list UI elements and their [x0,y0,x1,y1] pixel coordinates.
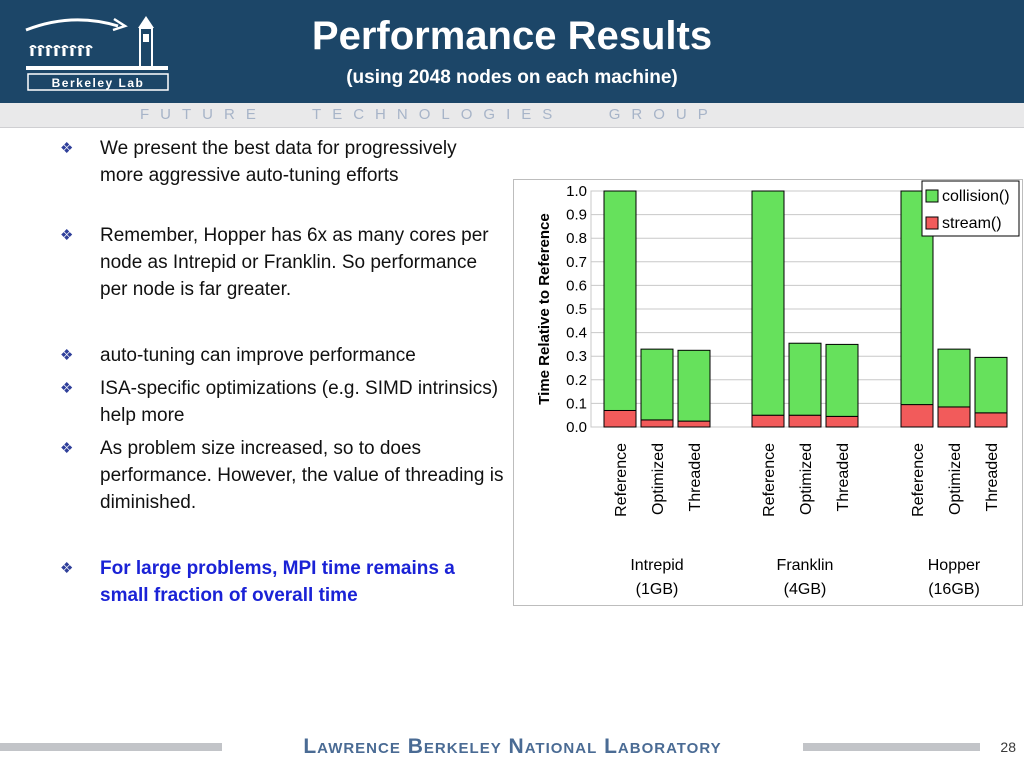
y-tick-label: 0.0 [566,419,587,436]
bar-stream [604,410,636,427]
y-axis-title: Time Relative to Reference [536,213,553,405]
y-tick-label: 0.2 [566,371,587,389]
legend-label: stream() [942,215,1002,232]
y-tick-label: 0.7 [566,253,587,271]
y-tick-label: 0.5 [566,301,587,318]
legend-swatch [926,217,938,229]
diamond-bullet-icon: ❖ [60,140,74,157]
bullet-text: ISA-specific optimizations (e.g. SIMD intrinsics) help more [100,378,499,426]
chart-canvas [514,180,1022,605]
bullet-text: We present the best data for progressively more aggressive auto-tuning efforts [100,138,457,186]
x-tick-label: Optimized [798,443,815,516]
y-tick-label: 0.9 [566,206,587,224]
diamond-bullet-icon: ❖ [60,560,74,577]
stacked-bar-chart [513,179,1023,606]
x-tick-label: Threaded [687,443,704,512]
footer-lab-name: Lawrence Berkeley National Laboratory [303,735,722,758]
bar-collision [975,357,1007,412]
diamond-bullet-icon: ❖ [60,440,74,457]
bullet-text: auto-tuning can improve performance [100,345,416,366]
bar-stream [789,415,821,427]
x-tick-label: Threaded [835,443,852,512]
x-tick-label: Reference [613,443,630,517]
legend-swatch [926,190,938,202]
bullet-item [60,342,505,369]
diamond-bullet-icon: ❖ [60,227,74,244]
footer-rule-left [0,743,222,751]
bar-stream [752,415,784,427]
diamond-bullet-icon: ❖ [60,347,74,364]
group-label: Hopper [927,557,981,574]
bar-collision [752,191,784,415]
y-tick-label: 0.3 [566,348,587,366]
y-tick-label: 0.8 [566,230,587,248]
x-tick-label: Optimized [947,443,964,516]
bullet-item [60,555,505,609]
group-label-sub: (16GB) [928,581,980,598]
group-banner-text: FUTURE TECHNOLOGIES GROUP [140,106,719,123]
bar-collision [826,344,858,416]
slide-title: Performance Results [311,14,713,58]
bullet-item [60,375,505,429]
x-tick-label: Optimized [650,443,667,516]
logo-text: Berkeley Lab [51,76,145,90]
bullet-item [60,135,505,189]
group-label-sub: (4GB) [783,581,827,598]
bar-stream [938,407,970,427]
x-tick-label: Reference [910,443,927,517]
bullet-item [60,435,505,516]
y-tick-label: 0.1 [566,395,587,413]
y-tick-label: 1.0 [566,183,587,200]
bar-stream [901,405,933,427]
bullet-text: Remember, Hopper has 6x as many cores per node as Intrepid or Franklin. So performance per node is far greater. [100,225,489,300]
bar-collision [938,349,970,407]
x-tick-label: Reference [761,443,778,517]
legend-label: collision() [942,188,1010,205]
slide-header [0,0,1024,103]
bar-stream [826,416,858,427]
bar-collision [678,350,710,421]
bullet-text: As problem size increased, so to does performance. However, the value of threading is diminished. [100,438,504,513]
group-label: Franklin [776,557,834,574]
y-tick-label: 0.6 [566,277,587,295]
group-banner [0,103,1024,128]
group-label: Intrepid [630,557,684,574]
y-tick-label: 0.4 [566,324,587,342]
bar-stream [678,421,710,427]
bar-stream [975,413,1007,427]
footer-rule-right [803,743,980,751]
bar-collision [641,349,673,420]
bullet-item [60,222,505,303]
bar-collision [789,343,821,415]
bar-stream [641,420,673,427]
x-tick-label: Threaded [984,443,1001,512]
group-label-sub: (1GB) [635,581,679,598]
bullet-text-emphasis: For large problems, MPI time remains a small fraction of overall time [100,558,455,606]
bar-collision [604,191,636,410]
slide-subtitle: (using 2048 nodes on each machine) [346,67,678,88]
diamond-bullet-icon: ❖ [60,380,74,397]
page-number: 28 [1000,739,1016,755]
